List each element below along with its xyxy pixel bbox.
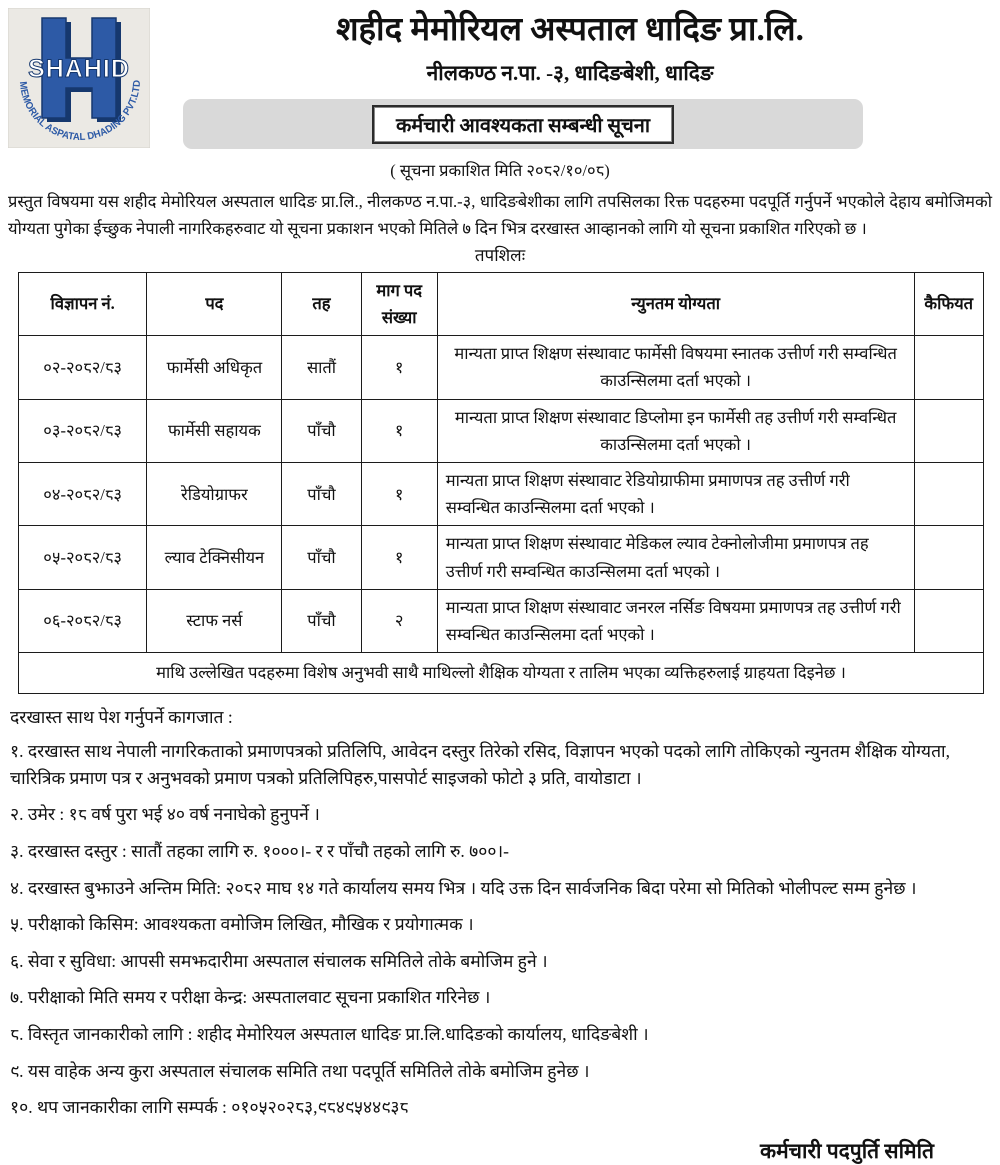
cell-remarks	[914, 463, 984, 526]
documents-heading: दरखास्त साथ पेश गर्नुपर्ने कागजात :	[10, 706, 233, 727]
cell-qualification: मान्यता प्राप्त शिक्षण संस्थावाट रेडियोग्राफीमा प्रमाणपत्र तह उत्तीर्ण गरी सम्वन्धित काउन्सिलमा दर्ता भएको ।	[437, 463, 914, 526]
cell-ad-number: ०५-२०८२/८३	[19, 526, 147, 589]
cell-level: पाँचौ	[282, 463, 361, 526]
condition-item: ८. विस्तृत जानकारीको लागि : शहीद मेमोरियल अस्पताल धादिङ प्रा.लि.धादिङको कार्यालय, धादिङबेशी ।	[10, 1024, 649, 1045]
cell-qualification: मान्यता प्राप्त शिक्षण संस्थावाट फार्मेसी विषयमा स्नातक उत्तीर्ण गरी सम्वन्धित काउन्सिलमा दर्ता भएको ।	[437, 336, 914, 399]
notice-title: कर्मचारी आवश्यकता सम्बन्धी सूचना	[372, 105, 674, 144]
condition-item: २. उमेर : १८ वर्ष पुरा भई ४० वर्ष ननाघेको हुनुपर्ने ।	[10, 804, 320, 825]
hospital-name: शहीद मेमोरियल अस्पताल धादिङ प्रा.लि.	[336, 12, 804, 48]
shahid-wordmark: SHAHID	[28, 55, 130, 83]
table-header-row	[19, 272, 984, 335]
cell-remarks	[914, 399, 984, 462]
condition-item: १. दरखास्त साथ नेपाली नागरिकताको प्रमाणपत्रको प्रतिलिपि, आवेदन दस्तुर तिरेको रसिद, विज्ञापन भएको पदको लागि तोकिएको न्युनतम शैक्षिक योग्यता, चारित्रिक प्रमाण पत्र र अनुभवको प्रमाण पत्रको प्रतिलिपिहरु,पासपोर्ट साइजको फोटो ३ प्रति, वायोडाटा ।	[10, 740, 950, 788]
logo-arc-text: MEMORIAL ASPATAL DHADING PVT.LTD	[16, 79, 144, 144]
cell-vacancies: २	[361, 589, 437, 652]
signature-committee: कर्मचारी पदपुर्ति समिति	[759, 1139, 934, 1164]
condition-item: ९. यस वाहेक अन्य कुरा अस्पताल संचालक समिति तथा पदपूर्ति समितिले तोके बमोजिम हुनेछ ।	[10, 1060, 590, 1081]
cell-vacancies: १	[361, 463, 437, 526]
cell-vacancies: १	[361, 336, 437, 399]
conditions-list	[8, 738, 992, 1122]
cell-vacancies: १	[361, 399, 437, 462]
cell-ad-number: ०२-२०८२/८३	[19, 336, 147, 399]
published-date-line: ( सूचना प्रकाशित मिति २०८२/१०/०८)	[390, 161, 610, 181]
column-header: कैफियत	[914, 272, 984, 335]
table-row	[19, 463, 984, 526]
condition-item: ३. दरखास्त दस्तुर : सातौं तहका लागि रु. १०००।- र र पाँचौ तहको लागि रु. ७००।-	[10, 840, 509, 861]
condition-item: ७. परीक्षाको मिति समय र परीक्षा केन्द्र: अस्पतालवाट सूचना प्रकाशित गरिनेछ ।	[10, 987, 491, 1008]
condition-item: ४. दरखास्त बुझाउने अन्तिम मिति: २०८२ माघ १४ गते कार्यालय समय भित्र । यदि उक्त दिन सार्वजनिक बिदा परेमा सो मितिको भोलीपल्ट सम्म हुनेछ ।	[10, 877, 917, 898]
header	[158, 10, 982, 87]
intro-paragraph: प्रस्तुत विषयमा यस शहीद मेमोरियल अस्पताल धादिङ प्रा.लि., नीलकण्ठ न.पा.-३, धादिङबेशीका लागि तपसिलका रिक्त पदहरुमा पदपूर्ति गर्नुपर्ने भएकोले देहाय बमोजिमको योग्यता पुगेका ईच्छुक नेपाली नागरिकहरुवाट यो सूचना प्रकाशन भएको मितिले ७ दिन भित्र दरखास्त आव्हानको लागि यो सूचना प्रकाशित गरिएको छ ।	[8, 192, 992, 238]
shahid-h-logo-icon	[8, 8, 150, 148]
cell-level: पाँचौ	[282, 589, 361, 652]
cell-qualification: मान्यता प्राप्त शिक्षण संस्थावाट जनरल नर्सिङ विषयमा प्रमाणपत्र तह उत्तीर्ण गरी सम्वन्धित काउन्सिलमा दर्ता भएको ।	[437, 589, 914, 652]
table-row	[19, 589, 984, 652]
cell-level: पाँचौ	[282, 526, 361, 589]
table-footer-row	[19, 653, 984, 693]
column-header: विज्ञापन नं.	[19, 272, 147, 335]
tapasil-label: तपशिलः	[474, 245, 526, 265]
hospital-logo	[8, 8, 150, 148]
cell-level: पाँचौ	[282, 399, 361, 462]
column-header: माग पद संख्या	[361, 272, 437, 335]
cell-post: फार्मेसी सहायक	[147, 399, 282, 462]
hospital-address: नीलकण्ठ न.पा. -३, धादिङबेशी, धादिङ	[426, 61, 714, 86]
table-row	[19, 336, 984, 399]
cell-vacancies: १	[361, 526, 437, 589]
column-header: न्युनतम योग्यता	[437, 272, 914, 335]
cell-level: सातौं	[282, 336, 361, 399]
table-row	[19, 399, 984, 462]
table-row	[19, 526, 984, 589]
column-header: तह	[282, 272, 361, 335]
cell-post: रेडियोग्राफर	[147, 463, 282, 526]
notice-title-banner	[183, 99, 863, 149]
vacancy-table	[18, 272, 984, 694]
condition-item: ५. परीक्षाको किसिम: आवश्यकता वमोजिम लिखित, मौखिक र प्रयोगात्मक ।	[10, 914, 474, 935]
cell-qualification: मान्यता प्राप्त शिक्षण संस्थावाट डिप्लोमा इन फार्मेसी तह उत्तीर्ण गरी सम्वन्धित काउन्सिलमा दर्ता भएको ।	[437, 399, 914, 462]
cell-qualification: मान्यता प्राप्त शिक्षण संस्थावाट मेडिकल ल्याव टेक्नोलोजीमा प्रमाणपत्र तह उत्तीर्ण गरी सम्वन्धित काउन्सिलमा दर्ता भएको ।	[437, 526, 914, 589]
table-footer-note: माथि उल्लेखित पदहरुमा विशेष अनुभवी साथै माथिल्लो शैक्षिक योग्यता र तालिम भएका व्यक्तिहरुलाई ग्राहयता दिइनेछ ।	[19, 653, 984, 693]
column-header: पद	[147, 272, 282, 335]
cell-ad-number: ०३-२०८२/८३	[19, 399, 147, 462]
cell-remarks	[914, 336, 984, 399]
cell-post: फार्मेसी अधिकृत	[147, 336, 282, 399]
condition-item: १०. थप जानकारीका लागि सम्पर्क : ०१०५२०२८३,९८४९५४४९३८	[10, 1097, 409, 1118]
cell-remarks	[914, 526, 984, 589]
cell-ad-number: ०६-२०८२/८३	[19, 589, 147, 652]
condition-item: ६. सेवा र सुविधा: आपसी समझदारीमा अस्पताल संचालक समितिले तोके बमोजिम हुने ।	[10, 950, 548, 971]
cell-ad-number: ०४-२०८२/८३	[19, 463, 147, 526]
cell-post: स्टाफ नर्स	[147, 589, 282, 652]
cell-post: ल्याव टेक्निसीयन	[147, 526, 282, 589]
cell-remarks	[914, 589, 984, 652]
